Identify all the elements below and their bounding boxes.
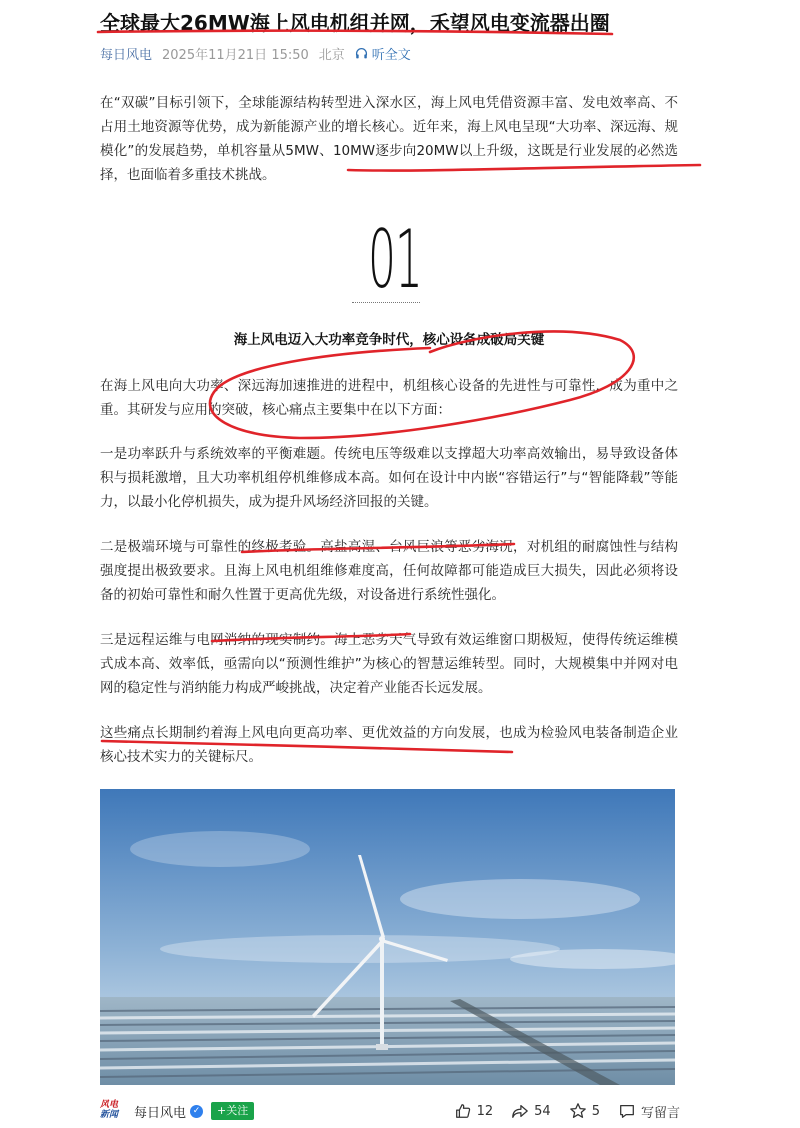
comment-label: 写留言	[640, 1105, 680, 1121]
verified-icon: ✓	[190, 1105, 203, 1118]
meta-source[interactable]: 每日风电	[100, 48, 153, 63]
listen-button[interactable]	[355, 44, 411, 63]
intro-paragraph: 在“双碳”目标引领下，全球能源结构转型进入深水区，海上风电凭借资源丰富、发电效率高、不占用土地资源等优势，成为新能源产业的增长核心。近年来，海上风电呈现“大功率、深远海、规模化”的发展趋势，单机容量从5MW、10MW逐步向20MW以上升级，这既是行业发展的必然选择，也面临着多重技术挑战。	[100, 95, 678, 183]
favorite-button[interactable]	[569, 1102, 600, 1120]
section-title: 海上风电迈入大功率竞争时代，核心设备成破局关键	[233, 332, 545, 348]
share-button[interactable]	[511, 1102, 551, 1120]
star-icon	[569, 1102, 587, 1120]
share-count: 54	[534, 1103, 551, 1119]
paragraph: 在海上风电向大功率、深远海加速推进的进程中，机组核心设备的先进性与可靠性，成为重中之重。其研发与应用的突破，核心痛点主要集中在以下方面：	[100, 378, 678, 418]
brand-logo: 风电 新闻	[100, 1100, 119, 1120]
paragraph: 这些痛点长期制约着海上风电向更高功率、更优效益的方向发展，也成为检验风电装备制造企业核心技术实力的关键标尺。	[100, 725, 678, 765]
meta-location: 北京	[318, 48, 345, 63]
account-name[interactable]: 每日风电	[134, 1105, 187, 1121]
like-count: 12	[476, 1103, 494, 1119]
listen-label: 听全文	[371, 48, 411, 63]
thumbs-up-icon	[454, 1102, 472, 1120]
headphones-icon	[355, 47, 368, 60]
section-number: 01	[368, 213, 422, 306]
share-icon	[511, 1102, 529, 1120]
wind-turbine-photo	[100, 789, 675, 1085]
comment-icon	[618, 1102, 636, 1120]
favorite-count: 5	[591, 1103, 600, 1119]
bottom-bar	[100, 1096, 680, 1126]
action-group	[454, 1102, 680, 1121]
meta-datetime: 2025年11月21日 15:50	[162, 48, 309, 63]
follow-button[interactable]: +关注	[211, 1102, 254, 1120]
paragraph: 二是极端环境与可靠性的终极考验。高盐高湿、台风巨浪等恶劣海况，对机组的耐腐蚀性与结构强度提出极致要求。且海上风电机组维修难度高，任何故障都可能造成巨大损失，因此必须将设备的初始可靠性和耐久性置于更高优先级，对设备进行系统性强化。	[100, 539, 678, 603]
article-meta	[100, 44, 411, 63]
like-button[interactable]	[454, 1102, 494, 1120]
comment-button[interactable]	[618, 1102, 680, 1121]
paragraph: 一是功率跃升与系统效率的平衡难题。传统电压等级难以支撑超大功率高效输出，易导致设备体积与损耗激增，且大功率机组停机维修成本高。如何在设计中内嵌“容错运行”与“智能降载”等能力，以最小化停机损失，成为提升风场经济回报的关键。	[100, 446, 678, 510]
article-title: 全球最大26MW海上风电机组并网，禾望风电变流器出圈	[100, 11, 610, 35]
paragraph: 三是远程运维与电网消纳的现实制约。海上恶劣天气导致有效运维窗口期极短，使得传统运维模式成本高、效率低，亟需向以“预测性维护”为核心的智慧运维转型。同时，大规模集中并网对电网的稳定性与消纳能力构成严峻挑战，决定着产业能否长远发展。	[100, 632, 678, 696]
section-divider	[352, 302, 420, 303]
